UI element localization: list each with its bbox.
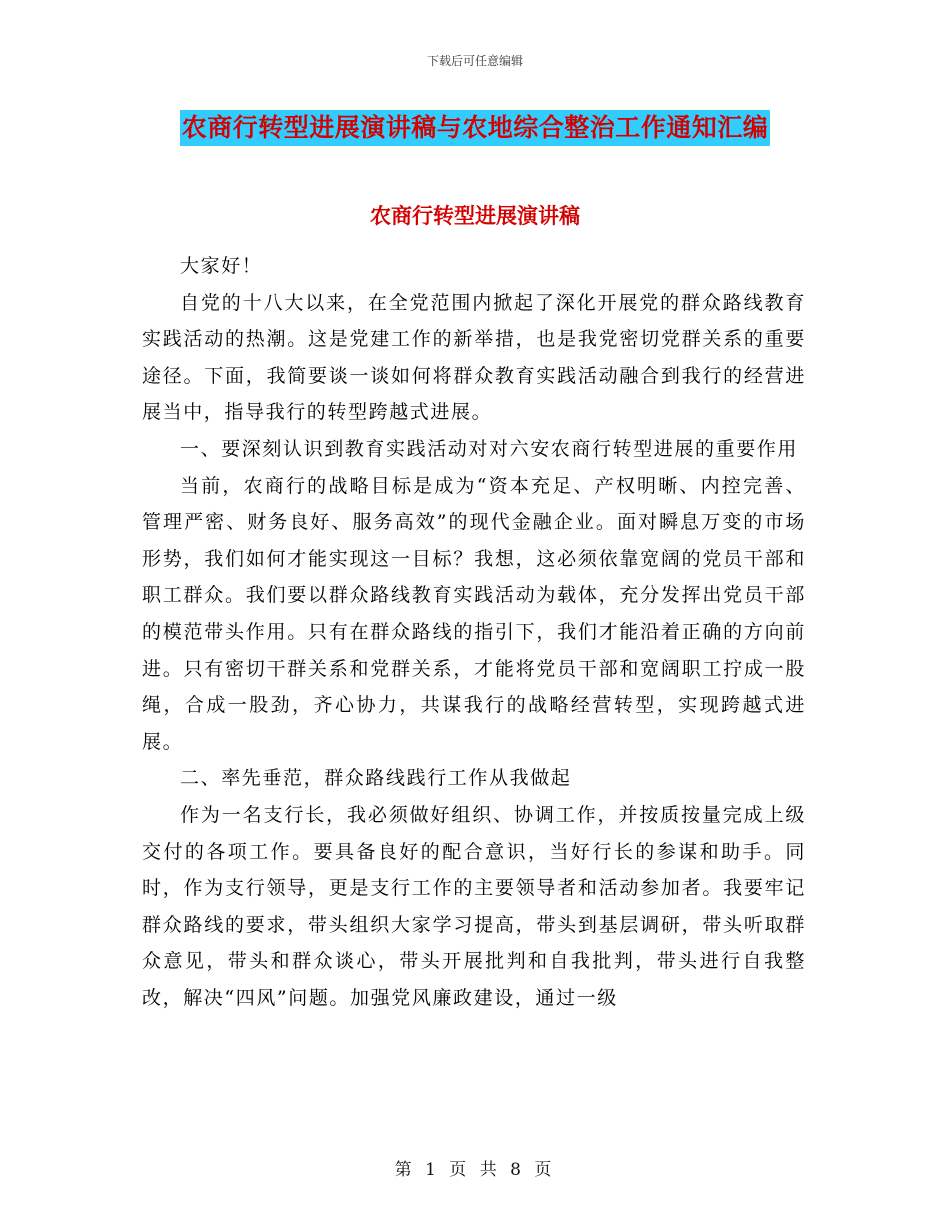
paragraph-point-two: 作为一名支行长，我必须做好组织、协调工作，并按质按量完成上级交付的各项工作。要具备良好的配合意识，当好行长的参谋和助手。同时，作为支行领导，更是支行工作的主要领导者和活动参加者。我要牢记群众路线的要求，带头组织大家学习提高，带头到基层调研，带头听取群众意见，带头和群众谈心，带头开展批判和自我批判，带头进行自我整改，解决“四风”问题。加强党风廉政建设，通过一级 — [142, 803, 806, 1009]
paragraph-greeting: 大家好！ — [180, 255, 263, 277]
section-title: 农商行转型进展演讲稿 — [370, 203, 580, 228]
paragraph-intro: 自党的十八大以来，在全党范围内掀起了深化开展党的群众路线教育实践活动的热潮。这是党建工作的新举措，也是我党密切党群关系的重要途径。下面，我简要谈一谈如何将群众教育实践活动融合到我行的经营进展当中，指导我行的转型跨越式进展。 — [142, 291, 806, 424]
document-body — [142, 248, 806, 1016]
page-header: 下载后可任意编辑 — [426, 54, 523, 68]
page-number: 第 1 页 共 8 页 — [394, 1160, 556, 1180]
main-title: 农商行转型进展演讲稿与农地综合整治工作通知汇编 — [180, 110, 771, 146]
heading-point-one: 一、要深刻认识到教育实践活动对对六安农商行转型进展的重要作用 — [180, 437, 799, 460]
paragraph-point-one: 当前，农商行的战略目标是成为“资本充足、产权明晰、内控完善、管理严密、财务良好、服务高效”的现代金融企业。面对瞬息万变的市场形势，我们如何才能实现这一目标？我想，这必须依靠宽阔的党员干部和职工群众。我们要以群众路线教育实践活动为载体，充分发挥出党员干部的模范带头作用。只有在群众路线的指引下，我们才能沿着正确的方向前进。只有密切干群关系和党群关系，才能将党员干部和宽阔职工拧成一股绳，合成一股劲，齐心协力，共谋我行的战略经营转型，实现跨越式进展。 — [142, 474, 806, 753]
main-title-container — [0, 110, 950, 146]
heading-point-two: 二、率先垂范，群众路线践行工作从我做起 — [180, 767, 572, 790]
